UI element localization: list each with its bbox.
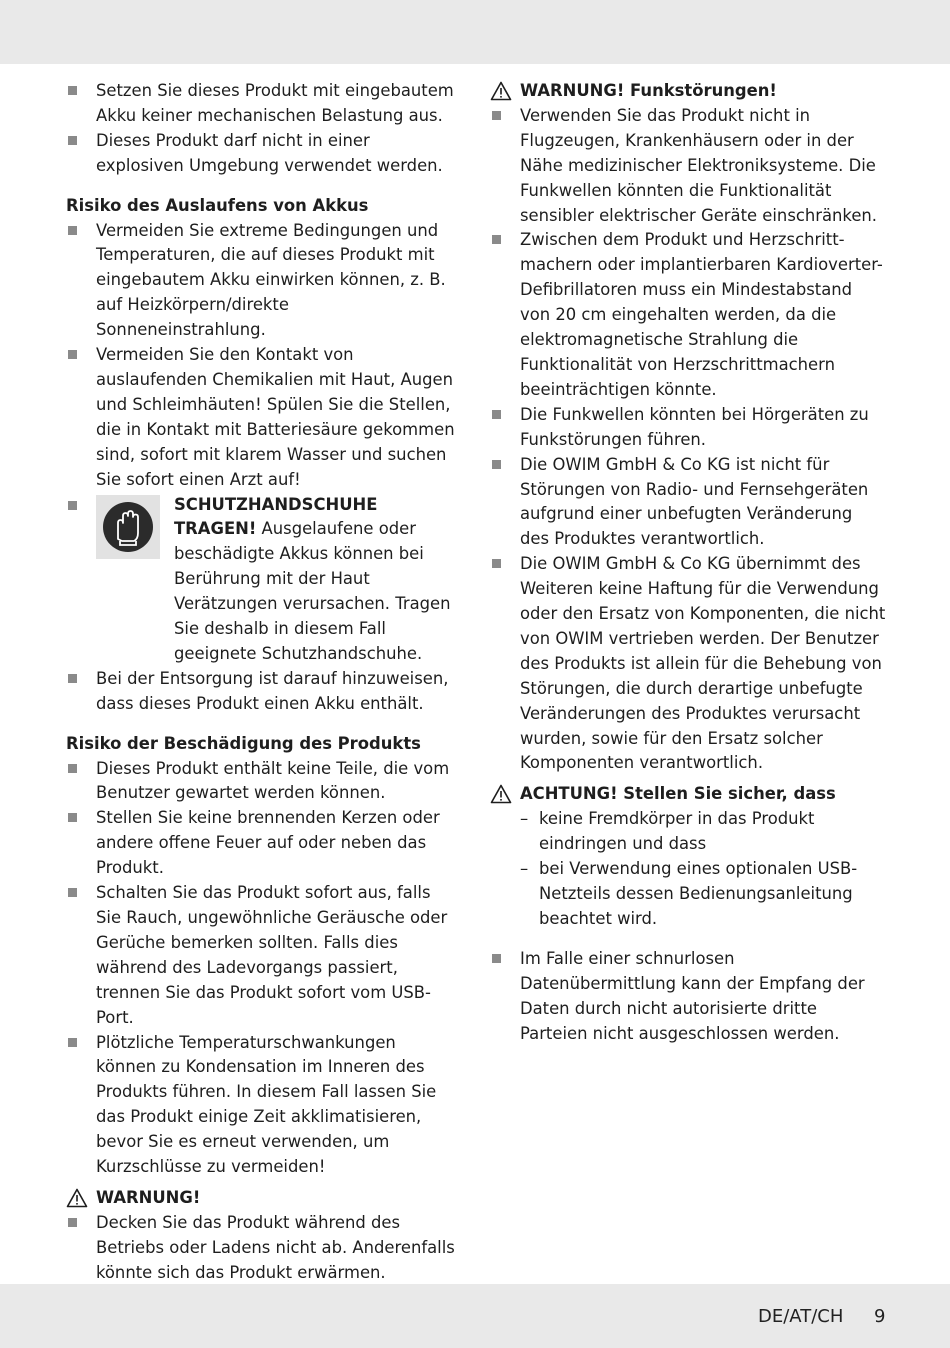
item-text: Setzen Sie dieses Produkt mit eingebautem Akku keiner mechanischen Belastung aus.	[96, 81, 454, 125]
list-item	[66, 1031, 460, 1180]
list-item	[66, 79, 460, 129]
list-item	[66, 667, 460, 717]
attention-heading-text: ACHTUNG! Stellen Sie sicher, dass	[520, 784, 836, 804]
glove-warning-item	[66, 493, 460, 667]
radio-warning-heading-text: WARNUNG! Funkstörungen!	[520, 81, 777, 100]
warning-triangle-icon	[490, 81, 512, 101]
item-text: Vermeiden Sie den Kontakt von auslaufenden Chemikalien mit Haut, Augen und Schleimhäuten! Spülen Sie die Stellen, die in Kontakt mit Batteriesäure gekommen sind, sofort mit klarem Wasser und suchen Sie sofort einen Arzt auf!	[96, 345, 455, 489]
list-item	[490, 947, 886, 1047]
list-item	[66, 343, 460, 492]
item-text: Decken Sie das Produkt während des Betriebs oder Ladens nicht ab. Anderenfalls könnte sich das Produkt erwärmen.	[96, 1212, 455, 1282]
item-text: Im Falle einer schnurlosen Datenübermittlung kann der Empfang der Daten durch nicht autorisierte dritte Parteien nicht ausgeschlossen werden.	[520, 948, 865, 1043]
square-bullet	[68, 674, 77, 683]
list-item	[66, 1211, 460, 1286]
square-bullet	[68, 136, 77, 145]
item-text: keine Fremdkörper in das Produkt eindringen und dass	[539, 809, 815, 854]
section-heading-leak: Risiko des Auslaufens von Akkus	[66, 195, 369, 215]
warning-triangle-icon	[490, 784, 512, 804]
square-bullet	[68, 1038, 77, 1047]
list-item	[490, 104, 886, 229]
footer-region-label: DE/AT/CH	[758, 1306, 844, 1327]
item-text: Die Funkwellen könnten bei Hörgeräten zu Funkstörungen führen.	[520, 404, 869, 449]
list-item	[490, 403, 886, 453]
radio-warning-heading	[490, 79, 886, 104]
warning-triangle-icon	[66, 1188, 88, 1208]
item-text: Vermeiden Sie extreme Bedingungen und Temperaturen, die auf dieses Produkt mit eingebautem Akku einwirken können, z. B. auf Heizkörpern/direkte Sonneneinstrahlung.	[96, 220, 446, 340]
square-bullet	[492, 954, 501, 963]
item-text: bei Verwendung eines optionalen USB-Netzteils dessen Bedienungsanleitung beachtet wird.	[539, 859, 858, 928]
list-item	[490, 453, 886, 553]
attention-heading	[490, 782, 886, 807]
item-text: Stellen Sie keine brennenden Kerzen oder andere offene Feuer auf oder neben das Produkt.	[96, 808, 440, 878]
list-item	[66, 806, 460, 881]
dash-list-item	[490, 857, 886, 932]
item-text: Verwenden Sie das Produkt nicht in Flugzeugen, Krankenhäusern oder in der Nähe medizinischer Elektroniksysteme. Die Funkwellen könnten die Funktionalität sensibler elektrischer Geräte einschränken.	[520, 105, 878, 225]
warning-heading	[66, 1186, 460, 1211]
square-bullet	[68, 888, 77, 897]
square-bullet	[492, 410, 501, 419]
square-bullet	[68, 86, 77, 95]
item-text: Schalten Sie das Produkt sofort aus, falls Sie Rauch, ungewöhnliche Geräusche oder Gerüche bemerken sollten. Falls dies während des Ladevorgangs passiert, trennen Sie das Produkt sofort vom USB-Port.	[96, 883, 448, 1027]
item-text: Die OWIM GmbH & Co KG übernimmt des Weiteren keine Haftung für die Verwendung oder den Ersatz von Komponenten, die nicht von OWIM vertrieben werden. Der Benutzer des Produkts ist allein für die Behebung von Störungen, die durch derartige unbefugte Veränderungen des Produktes verursacht wurden, sowie für den Ersatz solcher Komponenten verantwortlich.	[520, 554, 886, 773]
spacer	[490, 932, 886, 947]
page-number: 9	[874, 1306, 886, 1327]
item-text: Plötzliche Temperaturschwankungen können zu Kondensation im Inneren des Produkts führen. In diesem Fall lassen Sie das Produkt einige Zeit akklimatisieren, bevor Sie es erneut verwenden, um Kurzschlüsse zu vermeiden!	[96, 1032, 437, 1177]
list-item	[66, 881, 460, 1030]
list-item	[490, 552, 886, 776]
item-text: Die OWIM GmbH & Co KG ist nicht für Störungen von Radio- und Fernsehgeräten aufgrund einer unbefugten Veränderung des Produktes verantwortlich.	[520, 454, 869, 549]
square-bullet	[492, 559, 501, 568]
item-text: Zwischen dem Produkt und Herzschrittmachern oder implantierbaren Kardioverter-Defibrillatoren muss ein Mindestabstand von 20 cm eingehalten werden, da die elektromagnetische Strahlung die Funktionalität von Herzschrittmachern beeinträchtigen könnte.	[520, 230, 883, 399]
list-item	[490, 228, 886, 402]
item-text: Dieses Produkt enthält keine Teile, die vom Benutzer gewartet werden können.	[96, 758, 450, 803]
dash-marker: –	[520, 809, 529, 829]
square-bullet	[68, 1218, 77, 1227]
item-text: Dieses Produkt darf nicht in einer explosiven Umgebung verwendet werden.	[96, 130, 443, 175]
square-bullet	[68, 350, 77, 359]
square-bullet	[68, 764, 77, 773]
section-heading-damage: Risiko der Beschädigung des Produkts	[66, 733, 421, 753]
square-bullet	[68, 501, 77, 510]
gloves-icon	[96, 495, 160, 559]
square-bullet	[492, 235, 501, 244]
header-band	[0, 0, 950, 64]
glove-warning-text: Ausgelaufene oder beschädigte Akkus können bei Berührung mit der Haut Verätzungen verursachen. Tragen Sie deshalb in diesem Fall geeignete Schutzhandschuhe.	[174, 519, 451, 663]
list-item	[66, 219, 460, 344]
square-bullet	[492, 111, 501, 120]
list-item	[66, 129, 460, 179]
left-column	[66, 79, 460, 1286]
right-column	[490, 79, 886, 1046]
list-item	[66, 757, 460, 807]
warning-heading-text: WARNUNG!	[96, 1187, 201, 1207]
square-bullet	[68, 813, 77, 822]
square-bullet	[492, 460, 501, 469]
dash-list-item	[490, 807, 886, 857]
square-bullet	[68, 226, 77, 235]
glove-warning-title: SCHUTZHANDSCHUHE TRAGEN!	[174, 494, 378, 539]
dash-marker: –	[520, 859, 529, 879]
item-text: Bei der Entsorgung ist darauf hinzuweisen, dass dieses Produkt einen Akku enthält.	[96, 668, 449, 713]
